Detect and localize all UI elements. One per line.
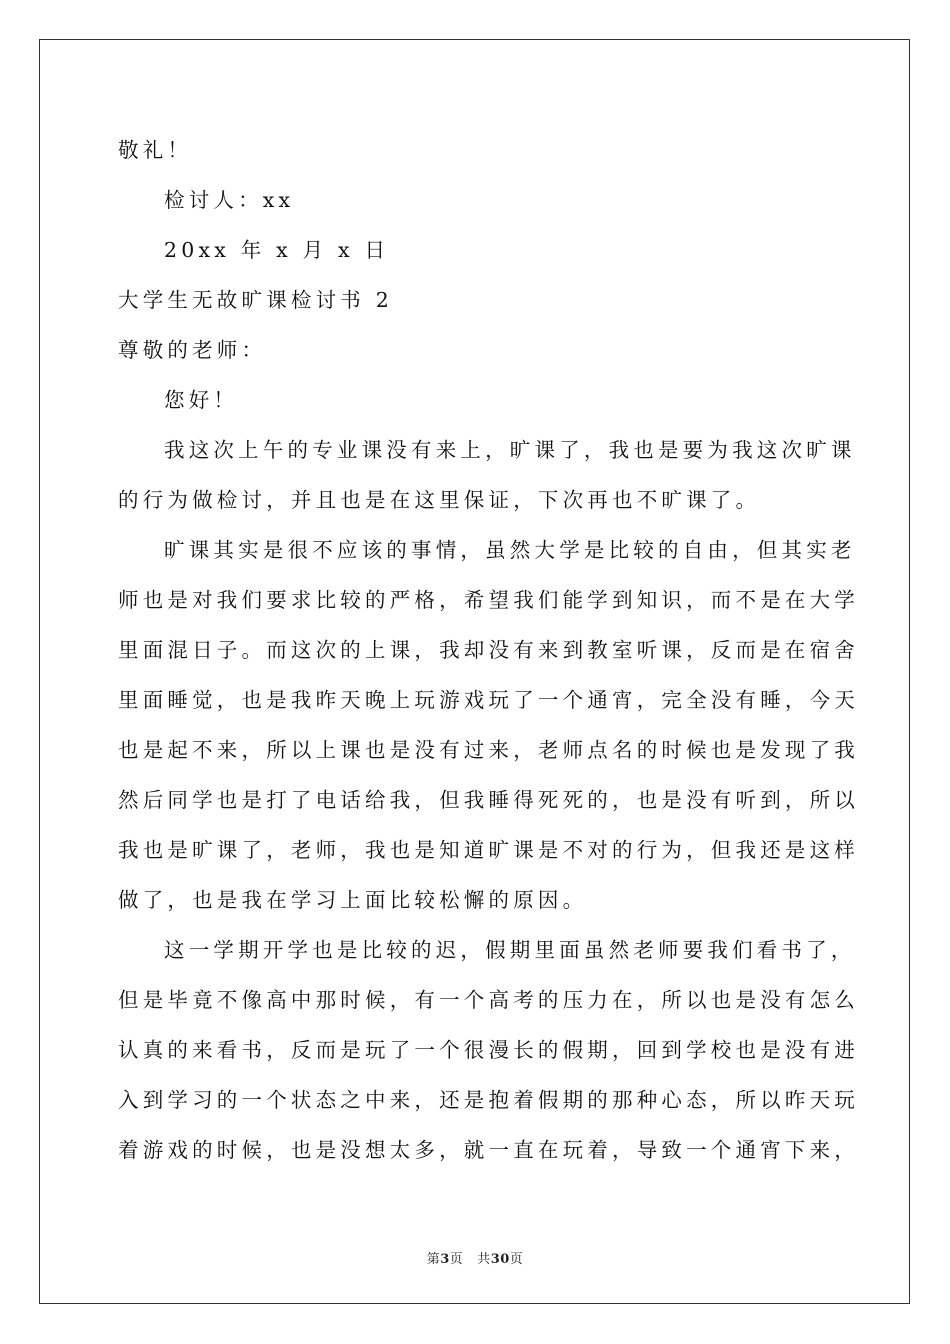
paragraph-line: 然后同学也是打了电话给我，但我睡得死死的，也是没有听到，所以 <box>118 788 859 812</box>
paragraph-line: 师也是对我们要求比较的严格，希望我们能学到知识，而不是在大学 <box>118 588 859 612</box>
paragraph-line: 认真的来看书，反而是玩了一个很漫长的假期，回到学校也是没有进 <box>118 1038 859 1062</box>
hello-line: 您好！ <box>164 388 239 412</box>
page-border <box>39 39 910 1304</box>
page-prefix: 第 <box>426 1252 441 1267</box>
closing-salutation: 敬礼！ <box>118 138 193 162</box>
paragraph-line: 我这次上午的专业课没有来上，旷课了，我也是要为我这次旷课 <box>164 438 856 462</box>
page-footer <box>0 1248 950 1267</box>
paragraph-line: 也是起不来，所以上课也是没有过来，老师点名的时候也是发现了我 <box>118 738 859 762</box>
signature-date: 20xx 年 x 月 x 日 <box>164 238 390 262</box>
signature-name: 检讨人：xx <box>164 188 295 212</box>
greeting: 尊敬的老师： <box>118 338 267 362</box>
paragraph-line: 着游戏的时候，也是没想太多，就一直在玩着，导致一个通宵下来， <box>118 1138 859 1162</box>
paragraph-line: 里面睡觉，也是我昨天晚上玩游戏玩了一个通宵，完全没有睡，今天 <box>118 688 859 712</box>
paragraph-line: 里面混日子。而这次的上课，我却没有来到教室听课，反而是在宿舍 <box>118 638 859 662</box>
paragraph-line: 这一学期开学也是比较的迟，假期里面虽然老师要我们看书了， <box>164 938 856 962</box>
total-pages: 30 <box>490 1252 510 1267</box>
paragraph-line: 我也是旷课了，老师，我也是知道旷课是不对的行为，但我还是这样 <box>118 838 859 862</box>
paragraph-line: 旷课其实是很不应该的事情，虽然大学是比较的自由，但其实老 <box>164 538 856 562</box>
paragraph-line: 但是毕竟不像高中那时候，有一个高考的压力在，所以也是没有怎么 <box>118 988 859 1012</box>
total-suffix: 页 <box>509 1252 524 1267</box>
paragraph-line: 做了，也是我在学习上面比较松懈的原因。 <box>118 888 588 912</box>
page-suffix: 页 <box>449 1252 464 1267</box>
paragraph-line: 的行为做检讨，并且也是在这里保证，下次再也不旷课了。 <box>118 488 761 512</box>
total-prefix: 共 <box>477 1252 491 1267</box>
section-title: 大学生无故旷课检讨书 2 <box>118 288 393 312</box>
paragraph-line: 入到学习的一个状态之中来，还是抱着假期的那种心态，所以昨天玩 <box>118 1088 859 1112</box>
page-number: 3 <box>440 1252 450 1267</box>
